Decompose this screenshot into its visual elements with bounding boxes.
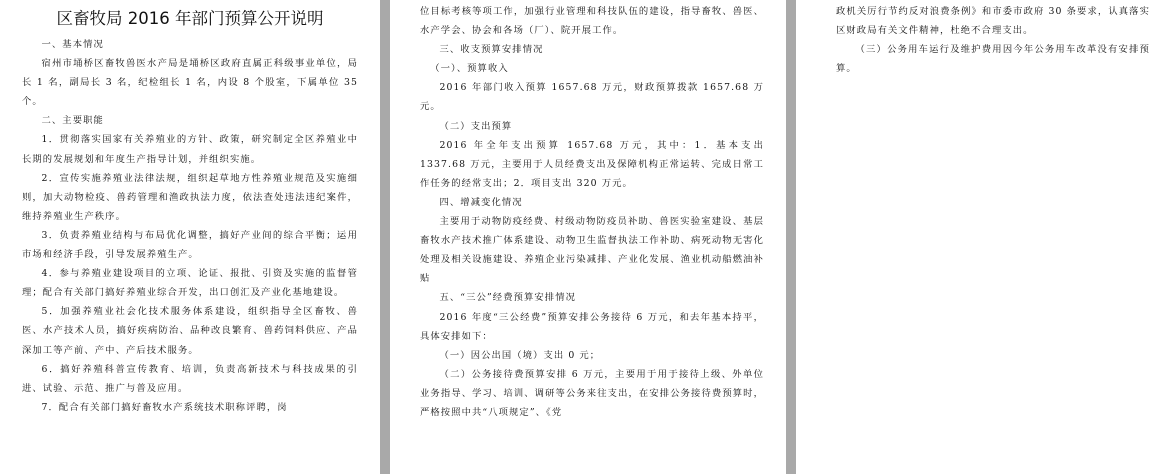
paragraph-function-5: 5．加强养殖业社会化技术服务体系建设，组织指导全区畜牧、兽医、水产技术人员，搞好疾病防治、品种改良繁育、兽药饲料供应、产品深加工等产前、产中、产后技术服务。: [22, 306, 358, 356]
section-heading-basic-info: 一、基本情况: [41, 39, 104, 50]
paragraph-basic-info: 宿州市埇桥区畜牧兽医水产局是埇桥区政府直属正科级事业单位，局长 1 名，副局长 3 名，纪检组长 1 名，内设 8 个股室，下属单位 35 个。: [22, 58, 358, 108]
paragraph-function-7: 7．配合有关部门搞好畜牧水产系统技术职称评聘，岗: [41, 401, 288, 413]
paragraph-function-7-continued: 位目标考核等项工作，加强行业管理和科技队伍的建设，指导畜牧、兽医、水产学会、协会和各场（厂）、院开展工作。: [420, 6, 764, 37]
paragraph-overseas: （一）因公出国（境）支出 0 元；: [439, 349, 601, 361]
document-page-3: [796, 0, 1170, 474]
section-heading-budget: 三、收支预算安排情况: [439, 44, 544, 56]
document-page-2: [390, 0, 786, 474]
page-title: 区畜牧局 2016 年部门预算公开说明: [56, 9, 324, 28]
paragraph-function-6: 6．搞好养殖科普宣传教育、培训，负责高新技术与科技成果的引进、试验、示范、推广与普及应用。: [22, 363, 358, 394]
paragraph-reception-continued: 政机关厉行节约反对浪费条例》和市委市政府 30 条要求，认真落实区财政局有关文件精神，杜绝不合理支出。: [836, 6, 1150, 37]
paragraph-vehicle: （三）公务用车运行及维护费用因今年公务用车改革没有安排预算。: [836, 44, 1150, 75]
paragraph-changes: 主要用于动物防疫经费、村级动物防疫员补助、兽医实验室建设、基层畜牧水产技术推广体系建设、动物卫生监督执法工作补助、病死动物无害化处理及相关设施建设、养殖企业污染减排、产业化发展、渔业机动船燃油补贴: [420, 216, 764, 285]
paragraph-three-public: 2016 年度“三公经费”预算安排公务接待 6 万元，和去年基本持平，具体安排如下：: [420, 311, 764, 342]
paragraph-reception: （二）公务接待费预算安排 6 万元，主要用于用于接待上级、外单位业务指导、学习、培训、调研等公务来往支出，在安排公务接待费预算时，严格按照中共“八项规定”、《党: [420, 368, 764, 418]
subheading-expenditure: （二）支出预算: [439, 120, 513, 132]
paragraph-function-1: 1．贯彻落实国家有关养殖业的方针、政策，研究制定全区养殖业中长期的发展规划和年度生产指导计划，并组织实施。: [22, 134, 358, 165]
subheading-income: （一）、预算收入: [430, 63, 509, 75]
paragraph-function-3: 3．负责养殖业结构与布局优化调整，搞好产业间的综合平衡；运用市场和经济手段，引导发展养殖生产。: [22, 229, 358, 261]
paragraph-function-2: 2．宣传实施养殖业法律法规，组织起草地方性养殖业规范及实施细则，加大动物检疫、兽药管理和渔政执法力度，依法查处违法违纪案件，维持养殖业生产秩序。: [22, 172, 358, 222]
section-heading-three-public: 五、“三公”经费预算安排情况: [439, 292, 576, 304]
section-heading-changes: 四、增减变化情况: [439, 196, 523, 208]
section-heading-functions: 二、主要职能: [41, 115, 104, 127]
paragraph-function-4: 4．参与养殖业建设项目的立项、论证、报批、引资及实施的监督管理；配合有关部门搞好养殖业综合开发，出口创汇及产业化基地建设。: [22, 268, 358, 299]
paragraph-expenditure: 2016 年全年支出预算 1657.68 万元，其中：1．基本支出 1337.68 万元，主要用于人员经费支出及保障机构正常运转、完成日常工作任务的经常支出；2．项目支出 320 万元。: [420, 139, 764, 189]
paragraph-income: 2016 年部门收入预算 1657.68 万元，财政预算拨款 1657.68 万元。: [420, 82, 764, 113]
document-page-1: [0, 0, 380, 474]
